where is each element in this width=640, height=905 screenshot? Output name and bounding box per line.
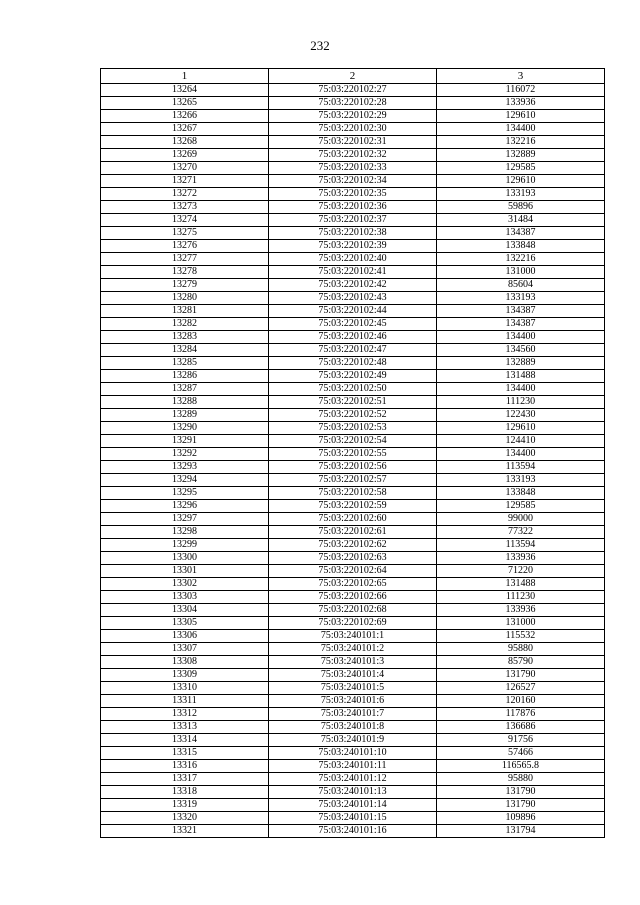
table-row <box>101 84 605 97</box>
table-row <box>101 513 605 526</box>
table-cell: 13289 <box>101 409 269 422</box>
table-row <box>101 552 605 565</box>
table-row <box>101 253 605 266</box>
table-cell: 13286 <box>101 370 269 383</box>
table-cell: 13290 <box>101 422 269 435</box>
table-cell: 13265 <box>101 97 269 110</box>
table-cell: 133936 <box>437 604 605 617</box>
column-header: 1 <box>101 69 269 84</box>
table-cell: 13321 <box>101 825 269 838</box>
table-cell: 75:03:240101:14 <box>269 799 437 812</box>
table-cell: 134387 <box>437 318 605 331</box>
table-cell: 13296 <box>101 500 269 513</box>
table-cell: 13281 <box>101 305 269 318</box>
table-cell: 75:03:220102:37 <box>269 214 437 227</box>
table-cell: 75:03:240101:13 <box>269 786 437 799</box>
table-cell: 13313 <box>101 721 269 734</box>
table-cell: 133193 <box>437 188 605 201</box>
table-row <box>101 240 605 253</box>
table-cell: 133936 <box>437 97 605 110</box>
table-row <box>101 214 605 227</box>
table-cell: 13272 <box>101 188 269 201</box>
column-header: 3 <box>437 69 605 84</box>
table-cell: 131790 <box>437 669 605 682</box>
table-cell: 120160 <box>437 695 605 708</box>
table-cell: 13320 <box>101 812 269 825</box>
table-row <box>101 760 605 773</box>
table-cell: 13297 <box>101 513 269 526</box>
table-cell: 131000 <box>437 617 605 630</box>
table-cell: 75:03:240101:9 <box>269 734 437 747</box>
table-cell: 131794 <box>437 825 605 838</box>
table-row <box>101 266 605 279</box>
table-cell: 75:03:220102:29 <box>269 110 437 123</box>
table-cell: 75:03:240101:12 <box>269 773 437 786</box>
table-cell: 133936 <box>437 552 605 565</box>
table-cell: 131790 <box>437 786 605 799</box>
table-row <box>101 201 605 214</box>
table-cell: 75:03:220102:55 <box>269 448 437 461</box>
table-row <box>101 643 605 656</box>
table-cell: 75:03:220102:60 <box>269 513 437 526</box>
table-cell: 134400 <box>437 331 605 344</box>
table-row <box>101 396 605 409</box>
table-cell: 75:03:220102:50 <box>269 383 437 396</box>
table-row <box>101 734 605 747</box>
table-cell: 77322 <box>437 526 605 539</box>
table-cell: 75:03:240101:16 <box>269 825 437 838</box>
table-row <box>101 318 605 331</box>
table-cell: 75:03:220102:69 <box>269 617 437 630</box>
table-cell: 75:03:220102:65 <box>269 578 437 591</box>
table-row <box>101 461 605 474</box>
table-cell: 75:03:220102:49 <box>269 370 437 383</box>
table-cell: 13288 <box>101 396 269 409</box>
table-row <box>101 721 605 734</box>
table-cell: 126527 <box>437 682 605 695</box>
table-cell: 13276 <box>101 240 269 253</box>
table-cell: 75:03:240101:6 <box>269 695 437 708</box>
table-cell: 13308 <box>101 656 269 669</box>
table-row <box>101 162 605 175</box>
table-cell: 13319 <box>101 799 269 812</box>
table-cell: 13273 <box>101 201 269 214</box>
table-row <box>101 110 605 123</box>
table-row <box>101 474 605 487</box>
table-cell: 75:03:220102:38 <box>269 227 437 240</box>
table-row <box>101 747 605 760</box>
table-cell: 13283 <box>101 331 269 344</box>
table-row <box>101 409 605 422</box>
table-cell: 13300 <box>101 552 269 565</box>
table-row <box>101 305 605 318</box>
table-cell: 132889 <box>437 149 605 162</box>
table-cell: 111230 <box>437 591 605 604</box>
column-header: 2 <box>269 69 437 84</box>
table-cell: 13293 <box>101 461 269 474</box>
table-cell: 113594 <box>437 539 605 552</box>
table-cell: 13309 <box>101 669 269 682</box>
table-cell: 75:03:220102:30 <box>269 123 437 136</box>
table-row <box>101 526 605 539</box>
table-cell: 13301 <box>101 565 269 578</box>
table-row <box>101 227 605 240</box>
table-cell: 13285 <box>101 357 269 370</box>
table-row <box>101 669 605 682</box>
table-cell: 75:03:220102:62 <box>269 539 437 552</box>
table-cell: 75:03:220102:54 <box>269 435 437 448</box>
table-cell: 75:03:220102:41 <box>269 266 437 279</box>
table-row <box>101 591 605 604</box>
table-cell: 75:03:220102:68 <box>269 604 437 617</box>
table-cell: 75:03:220102:27 <box>269 84 437 97</box>
table-cell: 129585 <box>437 500 605 513</box>
table-cell: 75:03:240101:1 <box>269 630 437 643</box>
table-cell: 85604 <box>437 279 605 292</box>
table-cell: 75:03:220102:58 <box>269 487 437 500</box>
table-cell: 13315 <box>101 747 269 760</box>
table-cell: 129610 <box>437 422 605 435</box>
table-cell: 134400 <box>437 123 605 136</box>
table-cell: 75:03:220102:56 <box>269 461 437 474</box>
table-cell: 132216 <box>437 136 605 149</box>
table-row <box>101 617 605 630</box>
table-cell: 85790 <box>437 656 605 669</box>
table-body <box>101 84 605 838</box>
table-row <box>101 357 605 370</box>
table-cell: 75:03:240101:3 <box>269 656 437 669</box>
table-row <box>101 188 605 201</box>
table-cell: 75:03:220102:64 <box>269 565 437 578</box>
table-row <box>101 175 605 188</box>
table-row <box>101 565 605 578</box>
table-cell: 75:03:220102:52 <box>269 409 437 422</box>
table-cell: 129610 <box>437 175 605 188</box>
table-row <box>101 149 605 162</box>
table-cell: 75:03:220102:59 <box>269 500 437 513</box>
table-row <box>101 123 605 136</box>
table-cell: 13279 <box>101 279 269 292</box>
table-cell: 116072 <box>437 84 605 97</box>
table-row <box>101 292 605 305</box>
table-cell: 13274 <box>101 214 269 227</box>
table-cell: 117876 <box>437 708 605 721</box>
table-cell: 13271 <box>101 175 269 188</box>
table-cell: 75:03:220102:43 <box>269 292 437 305</box>
table-cell: 75:03:220102:28 <box>269 97 437 110</box>
table-cell: 75:03:220102:45 <box>269 318 437 331</box>
table-row <box>101 539 605 552</box>
table-cell: 91756 <box>437 734 605 747</box>
table-cell: 133848 <box>437 240 605 253</box>
table-cell: 13317 <box>101 773 269 786</box>
table-row <box>101 799 605 812</box>
table-cell: 13264 <box>101 84 269 97</box>
table-row <box>101 97 605 110</box>
table-cell: 75:03:240101:10 <box>269 747 437 760</box>
table-cell: 113594 <box>437 461 605 474</box>
table-row <box>101 578 605 591</box>
table-cell: 75:03:220102:51 <box>269 396 437 409</box>
table-cell: 13275 <box>101 227 269 240</box>
table-row <box>101 383 605 396</box>
table-cell: 134560 <box>437 344 605 357</box>
table-cell: 95880 <box>437 773 605 786</box>
table-cell: 13312 <box>101 708 269 721</box>
table-cell: 13310 <box>101 682 269 695</box>
table-row <box>101 682 605 695</box>
table-cell: 13295 <box>101 487 269 500</box>
table-cell: 75:03:240101:5 <box>269 682 437 695</box>
page-number: 232 <box>310 38 330 53</box>
table-cell: 13278 <box>101 266 269 279</box>
table-cell: 122430 <box>437 409 605 422</box>
table-row <box>101 487 605 500</box>
table-cell: 75:03:240101:8 <box>269 721 437 734</box>
table-cell: 75:03:220102:47 <box>269 344 437 357</box>
table-row <box>101 773 605 786</box>
table-cell: 13287 <box>101 383 269 396</box>
table-cell: 13291 <box>101 435 269 448</box>
table-cell: 13304 <box>101 604 269 617</box>
table-cell: 75:03:220102:53 <box>269 422 437 435</box>
table-header-row <box>101 69 605 84</box>
table-row <box>101 279 605 292</box>
table-cell: 13305 <box>101 617 269 630</box>
table-cell: 13270 <box>101 162 269 175</box>
table-cell: 75:03:220102:39 <box>269 240 437 253</box>
table-cell: 13284 <box>101 344 269 357</box>
table-row <box>101 695 605 708</box>
table-row <box>101 331 605 344</box>
table-cell: 116565.8 <box>437 760 605 773</box>
table-cell: 75:03:220102:36 <box>269 201 437 214</box>
table-cell: 75:03:240101:4 <box>269 669 437 682</box>
table-cell: 131000 <box>437 266 605 279</box>
table-row <box>101 812 605 825</box>
table-cell: 75:03:240101:11 <box>269 760 437 773</box>
table-cell: 95880 <box>437 643 605 656</box>
table-cell: 75:03:220102:35 <box>269 188 437 201</box>
table-row <box>101 708 605 721</box>
table-row <box>101 630 605 643</box>
table-cell: 75:03:220102:48 <box>269 357 437 370</box>
table-row <box>101 136 605 149</box>
table-cell: 13298 <box>101 526 269 539</box>
table-cell: 13277 <box>101 253 269 266</box>
table-cell: 124410 <box>437 435 605 448</box>
table-cell: 13299 <box>101 539 269 552</box>
table-row <box>101 448 605 461</box>
table-cell: 134387 <box>437 305 605 318</box>
table-cell: 75:03:220102:32 <box>269 149 437 162</box>
table-cell: 111230 <box>437 396 605 409</box>
table-cell: 31484 <box>437 214 605 227</box>
table-row <box>101 435 605 448</box>
table-cell: 13282 <box>101 318 269 331</box>
table-cell: 13269 <box>101 149 269 162</box>
table-cell: 59896 <box>437 201 605 214</box>
table-row <box>101 656 605 669</box>
table-cell: 133193 <box>437 292 605 305</box>
table-row <box>101 786 605 799</box>
table-cell: 13311 <box>101 695 269 708</box>
table-cell: 134400 <box>437 448 605 461</box>
table-row <box>101 500 605 513</box>
table-cell: 131790 <box>437 799 605 812</box>
table-cell: 133848 <box>437 487 605 500</box>
table-cell: 134400 <box>437 383 605 396</box>
table-cell: 131488 <box>437 370 605 383</box>
table-cell: 13280 <box>101 292 269 305</box>
table-cell: 109896 <box>437 812 605 825</box>
table-cell: 115532 <box>437 630 605 643</box>
table-cell: 75:03:240101:2 <box>269 643 437 656</box>
table-cell: 75:03:220102:31 <box>269 136 437 149</box>
table-cell: 13316 <box>101 760 269 773</box>
table-cell: 75:03:220102:33 <box>269 162 437 175</box>
table-cell: 13306 <box>101 630 269 643</box>
table-cell: 13318 <box>101 786 269 799</box>
table-cell: 75:03:220102:42 <box>269 279 437 292</box>
table-cell: 75:03:220102:44 <box>269 305 437 318</box>
table-cell: 75:03:240101:7 <box>269 708 437 721</box>
table-cell: 134387 <box>437 227 605 240</box>
table-cell: 57466 <box>437 747 605 760</box>
table-row <box>101 344 605 357</box>
table-cell: 71220 <box>437 565 605 578</box>
table-cell: 136686 <box>437 721 605 734</box>
table-cell: 129610 <box>437 110 605 123</box>
table-cell: 13266 <box>101 110 269 123</box>
table-cell: 75:03:220102:34 <box>269 175 437 188</box>
table-cell: 75:03:220102:57 <box>269 474 437 487</box>
table-cell: 99000 <box>437 513 605 526</box>
table-cell: 75:03:220102:61 <box>269 526 437 539</box>
table-cell: 13314 <box>101 734 269 747</box>
table-cell: 132216 <box>437 253 605 266</box>
table-cell: 13267 <box>101 123 269 136</box>
table-cell: 13292 <box>101 448 269 461</box>
table-row <box>101 604 605 617</box>
table-cell: 75:03:220102:63 <box>269 552 437 565</box>
table-cell: 129585 <box>437 162 605 175</box>
table-cell: 133193 <box>437 474 605 487</box>
table-cell: 13303 <box>101 591 269 604</box>
table-row <box>101 370 605 383</box>
table-cell: 13268 <box>101 136 269 149</box>
table-cell: 132889 <box>437 357 605 370</box>
table-cell: 13307 <box>101 643 269 656</box>
table-row <box>101 422 605 435</box>
table-cell: 75:03:220102:46 <box>269 331 437 344</box>
table-cell: 75:03:240101:15 <box>269 812 437 825</box>
table-cell: 13294 <box>101 474 269 487</box>
table-cell: 75:03:220102:40 <box>269 253 437 266</box>
data-table <box>100 68 605 838</box>
table-cell: 75:03:220102:66 <box>269 591 437 604</box>
table-cell: 13302 <box>101 578 269 591</box>
table-cell: 131488 <box>437 578 605 591</box>
table-row <box>101 825 605 838</box>
